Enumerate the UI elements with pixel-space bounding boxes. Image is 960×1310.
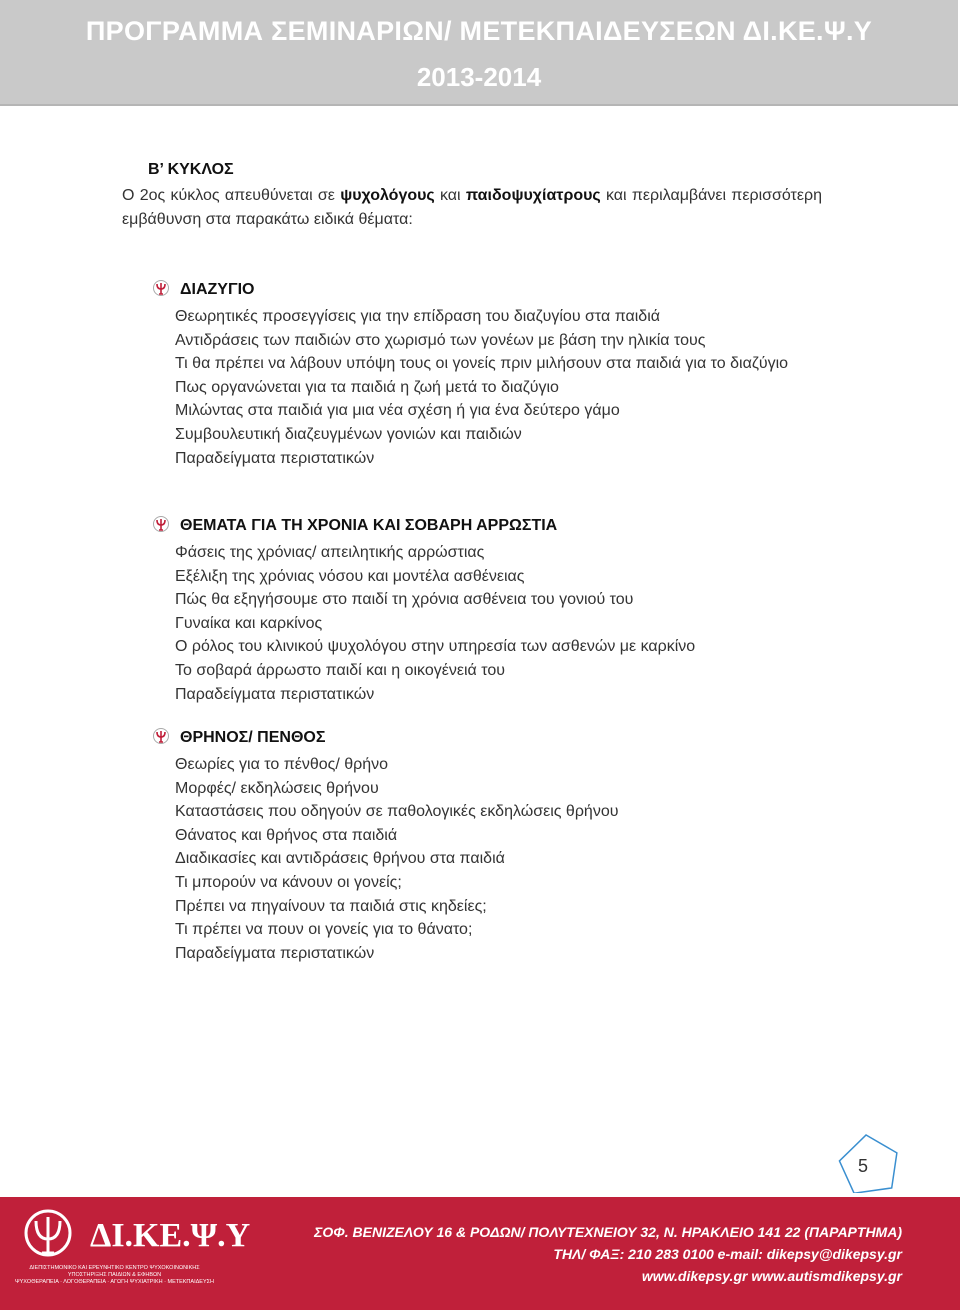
intro-bold-child-psychiatrists: παιδοψυχίατρους (465, 187, 601, 204)
list-item: Πρέπει να πηγαίνουν τα παιδιά στις κηδείες; (175, 897, 487, 915)
list-item: Ο ρόλος του κλινικού ψυχολόγου στην υπηρεσία των ασθενών με καρκίνο (175, 638, 696, 656)
page-header (0, 0, 958, 106)
list-item: Θάνατος και θρήνος στα παιδιά (175, 826, 398, 844)
list-item: Καταστάσεις που οδηγούν σε παθολογικές εκδηλώσεις θρήνου (175, 803, 619, 821)
list-item: Μορφές/ εκδηλώσεις θρήνου (175, 779, 379, 797)
list-item: Παραδείγματα περιστατικών (175, 449, 375, 467)
section-header (152, 727, 832, 751)
list-item: Παραδείγματα περιστατικών (175, 944, 375, 962)
section-heading: ΘΕΜΑΤΑ ΓΙΑ ΤΗ ΧΡΟΝΙΑ ΚΑΙ ΣΟΒΑΡΗ ΑΡΡΩΣΤΙΑ (180, 517, 558, 534)
list-item: Πώς θα εξηγήσουμε στο παιδί τη χρόνια ασθένεια του γονιού του (175, 591, 634, 609)
section-grief (152, 727, 832, 965)
list-item: Εξέλιξη της χρόνιας νόσου και μοντέλα ασθένειας (175, 567, 525, 585)
intro-text-1: Ο 2ος κύκλος απευθύνεται σε (122, 187, 341, 204)
section-heading: ΔΙΑΖΥΓΙΟ (180, 281, 255, 298)
logo-name: ΔΙ.ΚΕ.Ψ.Υ (90, 1217, 251, 1254)
list-item: Τι πρέπει να πουν οι γονείς για το θάνατο; (175, 921, 473, 939)
psi-bullet-icon (152, 727, 170, 745)
cycle-title: Β’ ΚΥΚΛΟΣ (148, 161, 234, 178)
cycle-intro (122, 184, 822, 232)
section-heading: ΘΡΗΝΟΣ/ ΠΕΝΘΟΣ (180, 729, 326, 746)
section-item-list (175, 305, 832, 470)
intro-text-2: και (434, 187, 466, 204)
footer-websites: www.dikepsy.gr www.autismdikepsy.gr (641, 1268, 902, 1284)
list-item: Γυναίκα και καρκίνος (175, 614, 323, 632)
list-item: Τι μπορούν να κάνουν οι γονείς; (175, 873, 402, 891)
list-item: Πως οργανώνεται για τα παιδιά η ζωή μετά το διαζύγιο (175, 378, 559, 396)
logo-services: ΨΥΧΟΘΕΡΑΠΕΙΑ · ΛΟΓΟΘΕΡΑΠΕΙΑ · ΑΓΩΓΗ ΨΥΧΙΑΤΡΙΚΗ · ΜΕΤΕΚΠΑΙΔΕΥΣΗ (15, 1279, 214, 1285)
psi-bullet-icon (152, 279, 170, 297)
section-divorce (152, 279, 832, 470)
section-header (152, 515, 832, 539)
section-item-list (175, 753, 832, 965)
program-title: ΠΡΟΓΡΑΜΜΑ ΣΕΜΙΝΑΡΙΩΝ/ ΜΕΤΕΚΠΑΙΔΕΥΣΕΩΝ ΔΙ.ΚΕ.Ψ.Υ (85, 16, 873, 46)
list-item: Θεωρητικές προσεγγίσεις για την επίδραση του διαζυγίου στα παιδιά (175, 308, 661, 325)
psi-logo-icon (14, 1209, 84, 1261)
section-chronic-illness (152, 515, 832, 706)
list-item: Τι θα πρέπει να λάβουν υπόψη τους οι γονείς πριν μιλήσουν στα παιδιά για το διαζύγιο (175, 355, 789, 373)
list-item: Διαδικασίες και αντιδράσεις θρήνου στα παιδιά (175, 850, 505, 868)
list-item: Μιλώντας στα παιδιά για μια νέα σχέση ή για ένα δεύτερο γάμο (175, 402, 620, 420)
page-footer (0, 1197, 960, 1310)
footer-logo (0, 1207, 251, 1305)
intro-text-3: και περιλαμβάνει περισσότερη εμβάθυνση στα παρακάτω ειδικά θέματα: (122, 187, 823, 228)
section-item-list (175, 541, 832, 706)
list-item: Παραδείγματα περιστατικών (175, 685, 375, 703)
psi-bullet-icon (152, 515, 170, 533)
list-item: Αντιδράσεις των παιδιών στο χωρισμό των γονέων με βάση την ηλικία τους (175, 331, 706, 349)
list-item: Το σοβαρά άρρωστο παιδί και η οικογένειά του (175, 661, 505, 679)
intro-bold-psychologists: ψυχολόγους (340, 187, 435, 204)
list-item: Θεωρίες για το πένθος/ θρήνο (175, 756, 389, 773)
list-item: Φάσεις της χρόνιας/ απειλητικής αρρώστιας (175, 544, 485, 561)
section-header (152, 279, 832, 303)
logo-subtitle: ΔΙΕΠΙΣΤΗΜΟΝΙΚΟ ΚΑΙ ΕΡΕΥΝΗΤΙΚΟ ΚΕΝΤΡΟ ΨΥΧΟΚΟΙΝΩΝΙΚΗΣ ΥΠΟΣΤΗΡΙΞΗΣ ΠΑΙΔΙΩΝ & ΕΦΗΒΩΝ (29, 1265, 200, 1278)
program-years: 2013-2014 (416, 62, 542, 92)
footer-contact: ΤΗΛ/ ΦΑΞ: 210 283 0100 e-mail: dikepsy@dikepsy.gr (553, 1246, 902, 1262)
page-number: 5 (858, 1156, 869, 1176)
list-item: Συμβουλευτική διαζευγμένων γονιών και παιδιών (175, 425, 522, 443)
footer-address: ΣΟΦ. ΒΕΝΙΖΕΛΟΥ 16 & ΡΟΔΩΝ/ ΠΟΛΥΤΕΧΝΕΙΟΥ 32, Ν. ΗΡΑΚΛΕΙΟ 141 22 (ΠΑΡΑΡΤΗΜΑ) (314, 1224, 902, 1240)
